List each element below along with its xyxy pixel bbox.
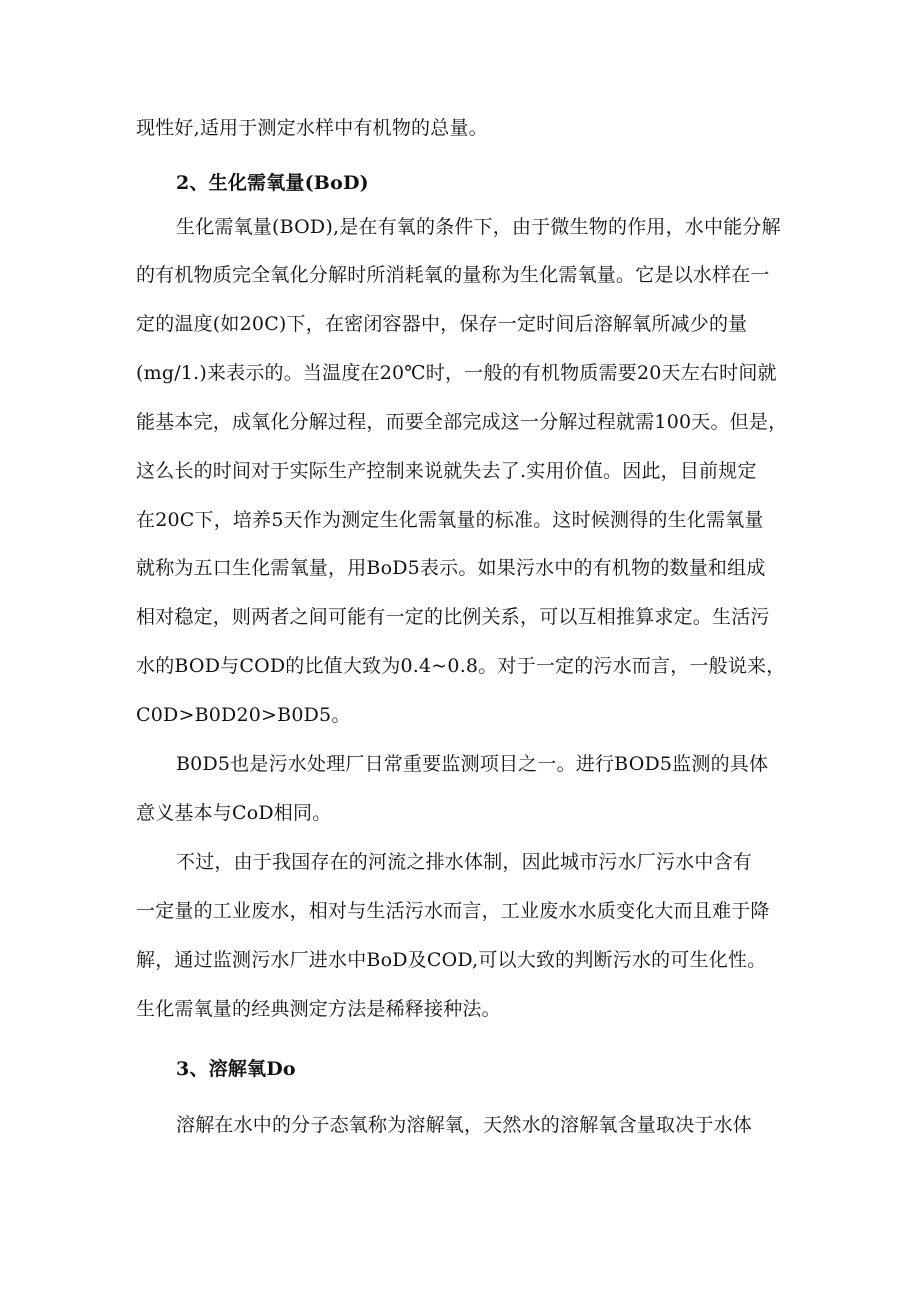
text-line: 水的BOD与COD的比值大致为0.4~0.8。对于一定的污水而言，一般说来， [136,655,786,677]
text-line: C0D>B0D20>B0D5。 [136,704,351,726]
text-line: 一定量的工业废水，相对与生活污水而言，工业废水水质变化大而且难于降 [136,900,770,922]
text-line: 溶解在水中的分子态氧称为溶解氧，天然水的溶解氧含量取决于水体 [176,1114,753,1136]
text-line: 定的温度(如20C)下，在密闭容器中，保存一定时间后溶解氧所减少的量 [136,313,748,335]
section-heading-do: 3、溶解氧Do [176,1058,296,1080]
text-line: 意义基本与CoD相同。 [136,802,332,824]
text-line: 的有机物质完全氧化分解时所消耗氧的量称为生化需氧量。它是以水样在一 [136,264,770,286]
text-line: (mg∕1.)来表示的。当温度在20℃时，一般的有机物质需要20天左右时间就 [136,362,777,384]
text-line: 生化需氧量的经典测定方法是稀释接种法。 [136,998,501,1020]
text-line: 能基本完，成氧化分解过程，而要全部完成这一分解过程就需100天。但是， [136,411,788,433]
text-line: 现性好,适用于测定水样中有机物的总量。 [136,117,488,139]
text-line: B0D5也是污水处理厂日常重要监测项目之一。进行BOD5监测的具体 [176,753,769,775]
text-line: 在20C下，培养5天作为测定生化需氧量的标准。这时候测得的生化需氧量 [136,509,764,531]
text-line: 这么长的时间对于实际生产控制来说就失去了.实用价值。因此，目前规定 [136,460,757,482]
section-heading-bod: 2、生化需氧量(BoD) [176,172,369,194]
text-line: 相对稳定，则两者之间可能有一定的比例关系，可以互相推算求定。生活污 [136,606,770,628]
text-line: 不过，由于我国存在的河流之排水体制，因此城市污水厂污水中含有 [176,851,753,873]
text-line: 解，通过监测污水厂进水中BoD及COD,可以大致的判断污水的可生化性。 [136,949,767,971]
text-line: 就称为五口生化需氧量，用BoD5表示。如果污水中的有机物的数量和组成 [136,557,766,579]
text-line: 生化需氧量(BOD),是在有氧的条件下，由于微生物的作用，水中能分解 [176,216,781,238]
